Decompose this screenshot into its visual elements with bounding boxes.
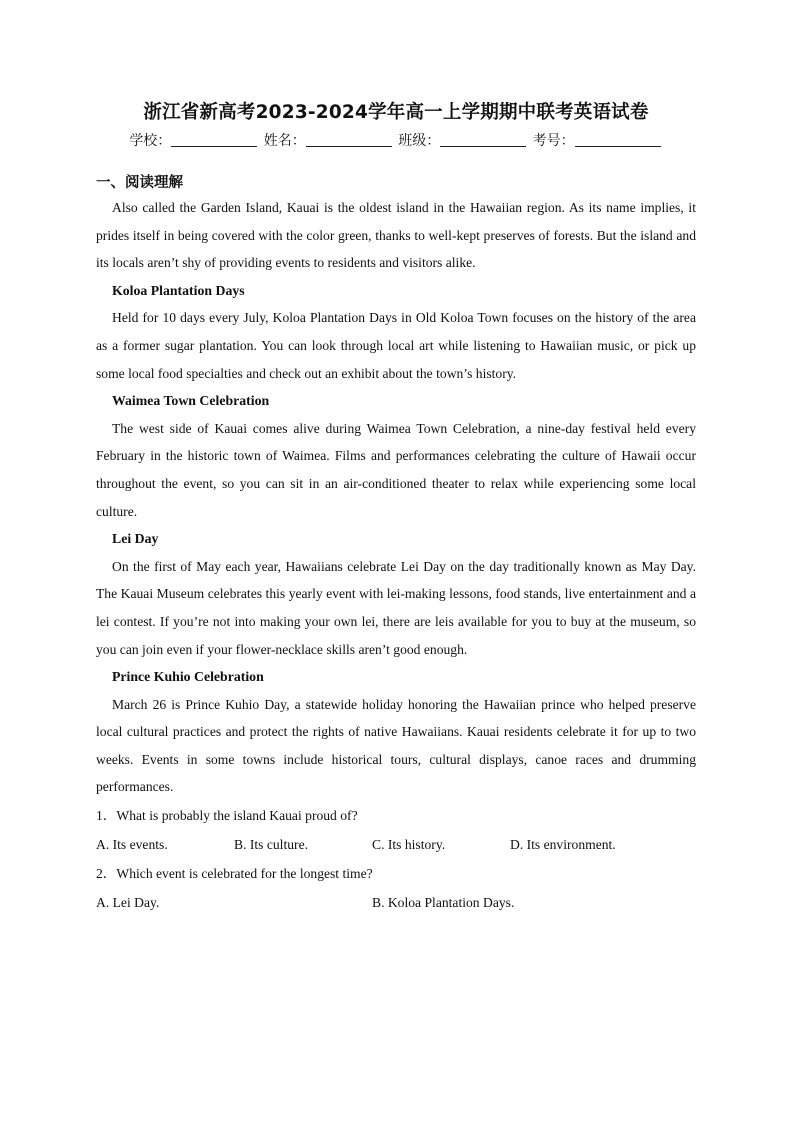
exam-number-label: 考号： <box>532 133 575 149</box>
option-c[interactable]: C. Its history. <box>372 837 446 853</box>
question-options <box>96 888 696 917</box>
event-text: The west side of Kauai comes alive during Waimea Town Celebration, a nine-day festival held every February in the historic town of Waimea. Films and performances celebrating the culture of Hawaii occur throughout the event, so you can sit in an air-conditioned theater to relax while experiencing some local culture. <box>96 420 696 519</box>
event-heading: Koloa Plantation Days <box>112 282 245 298</box>
exam-page <box>96 98 696 917</box>
event-heading: Waimea Town Celebration <box>112 393 270 409</box>
option-d[interactable]: D. Its environment. <box>510 837 616 853</box>
class-blank[interactable] <box>440 132 526 147</box>
section-title: 一、阅读理解 <box>96 175 183 191</box>
school-blank[interactable] <box>171 132 257 147</box>
exam-number-blank[interactable] <box>575 132 661 147</box>
option-a[interactable]: A. Lei Day. <box>96 895 160 911</box>
student-info-line <box>96 130 696 152</box>
option-b[interactable]: B. Its culture. <box>234 837 308 853</box>
name-blank[interactable] <box>306 132 392 147</box>
question-options <box>96 830 696 859</box>
question-stem: 2．Which event is celebrated for the longest time? <box>96 866 373 882</box>
event-text: March 26 is Prince Kuhio Day, a statewide holiday honoring the Hawaiian prince who helped preserve local cultural practices and protect the rights of native Hawaiians. Kauai residents celebrate it for up to two weeks. Events in some towns include historical tours, cultural displays, canoe races and drumming performances. <box>96 696 696 795</box>
event-text: Held for 10 days every July, Koloa Plantation Days in Old Koloa Town focuses on the history of the area as a former sugar plantation. You can look through local art while listening to Hawaiian music, or pick up some local food specialties and check out an exhibit about the town’s history. <box>96 310 696 381</box>
option-a[interactable]: A. Its events. <box>96 837 168 853</box>
event-text: On the first of May each year, Hawaiians celebrate Lei Day on the day traditionally known as May Day. The Kauai Museum celebrates this yearly event with lei-making lessons, food stands, live entertainment and a lei contest. If you’re not into making your own lei, there are leis available for you to buy at the museum, so you can join even if your flower-necklace skills aren’t good enough. <box>96 558 696 657</box>
option-b[interactable]: B. Koloa Plantation Days. <box>372 895 515 911</box>
class-label: 班级： <box>398 133 441 149</box>
school-label: 学校： <box>129 133 172 149</box>
event-heading: Prince Kuhio Celebration <box>112 669 264 685</box>
event-heading: Lei Day <box>112 531 159 547</box>
name-label: 姓名： <box>263 133 306 149</box>
passage-intro: Also called the Garden Island, Kauai is the oldest island in the Hawaiian region. As its name implies, it prides itself in being covered with the color green, thanks to well-kept preserves of forests. But the island and its locals aren’t shy of providing events to residents and visitors alike. <box>96 200 696 271</box>
exam-title: 浙江省新高考2023-2024学年高一上学期期中联考英语试卷 <box>143 102 649 123</box>
question-stem: 1．What is probably the island Kauai proud of? <box>96 808 358 824</box>
